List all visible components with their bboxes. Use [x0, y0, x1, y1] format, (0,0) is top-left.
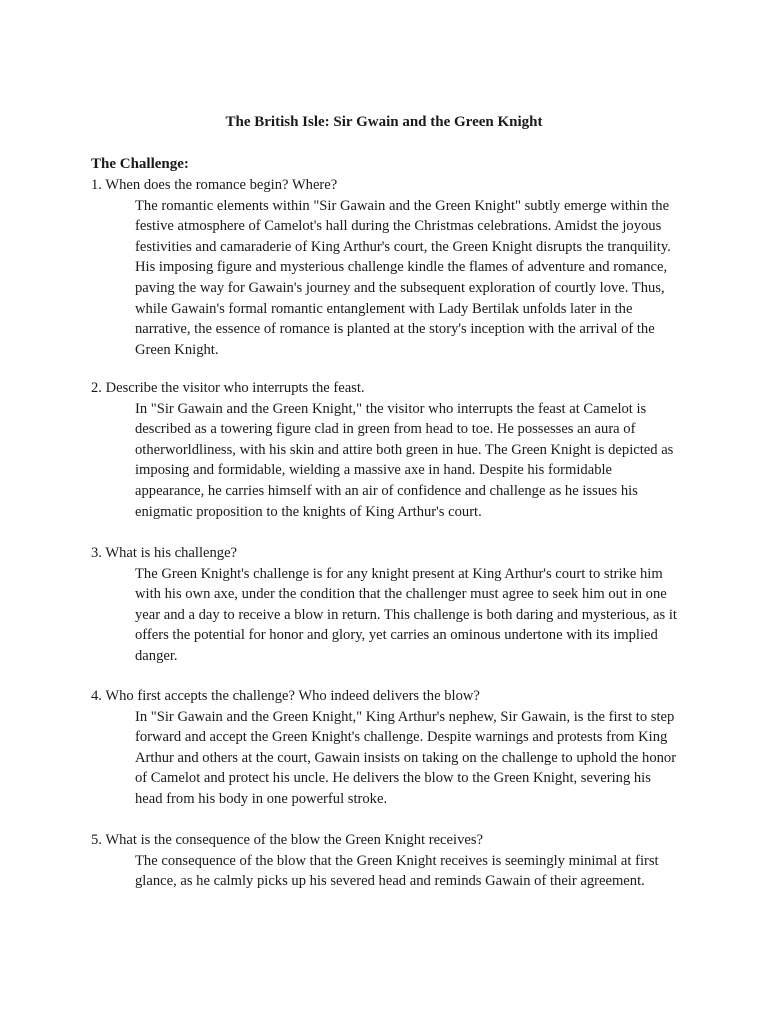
- answer-text: The consequence of the blow that the Green Knight receives is seemingly minimal at first glance, as he calmly picks up his severed head and reminds Gawain of their agreement.: [135, 852, 659, 890]
- document-title: The British Isle: Sir Gwain and the Green Knight: [225, 114, 543, 130]
- question-block-2: [91, 378, 691, 522]
- question-block-4: [91, 686, 691, 810]
- section-heading: The Challenge:: [91, 156, 189, 172]
- answer-text: In "Sir Gawain and the Green Knight," King Arthur's nephew, Sir Gawain, is the first to step forward and accept the Green Knight's challenge. Despite warnings and protests from King Arthur and others at the court, Gawain insists on taking on the challenge to uphold the honor of Camelot and protect his uncle. He delivers the blow to the Green Knight, severing his head from his body in one powerful stroke.: [135, 708, 677, 807]
- answer-text: In "Sir Gawain and the Green Knight," the visitor who interrupts the feast at Camelot is described as a towering figure clad in green from head to toe. He possesses an aura of otherworldliness, with his skin and attire both green in hue. The Green Knight is depicted as imposing and formidable, wielding a massive axe in hand. Despite his formidable appearance, he carries himself with an air of confidence and challenge as he issues his enigmatic proposition to the knights of King Arthur's court.: [135, 400, 674, 520]
- answer-text: The Green Knight's challenge is for any knight present at King Arthur's court to strike him with his own axe, under the condition that the challenger must agree to seek him out in one year and a day to receive a blow in return. This challenge is both daring and mysterious, as it offers the potential for honor and glory, yet carries an ominous undertone with its implied danger.: [135, 565, 677, 664]
- question-text: 3. What is his challenge?: [91, 545, 238, 561]
- question-block-3: [91, 543, 691, 667]
- question-block-5: [91, 830, 691, 892]
- question-text: 2. Describe the visitor who interrupts the feast.: [91, 380, 365, 396]
- question-text: 5. What is the consequence of the blow the Green Knight receives?: [91, 832, 484, 848]
- question-text: 4. Who first accepts the challenge? Who indeed delivers the blow?: [91, 688, 480, 704]
- question-block-1: [91, 175, 691, 360]
- question-text: 1. When does the romance begin? Where?: [91, 177, 338, 193]
- answer-text: The romantic elements within "Sir Gawain and the Green Knight" subtly emerge within the festive atmosphere of Camelot's hall during the Christmas celebrations. Amidst the joyous festivities and camaraderie of King Arthur's court, the Green Knight disrupts the tranquility. His imposing figure and mysterious challenge kindle the flames of adventure and romance, paving the way for Gawain's journey and the subsequent exploration of courtly love. Thus, while Gawain's formal romantic entanglement with Lady Bertilak unfolds later in the narrative, the essence of romance is planted at the story's inception with the arrival of the Green Knight.: [135, 197, 671, 358]
